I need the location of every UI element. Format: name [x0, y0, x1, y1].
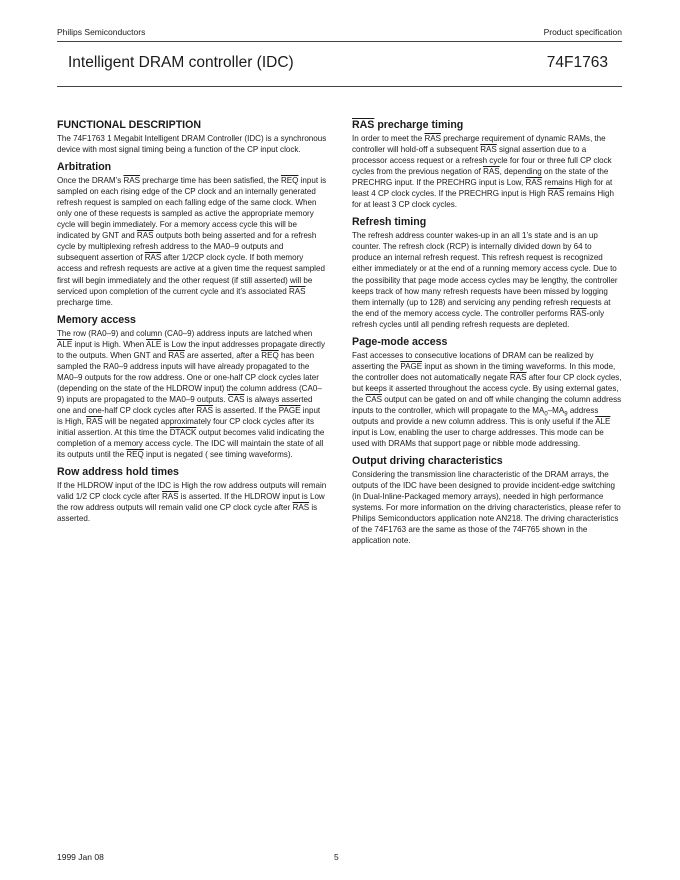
row-hold-body: If the HLDROW input of the IDC is High the row address outputs will remain valid 1/2 CP clock cycle after $\overline{RAS}$ is asserted. If the HLDROW input is Low the row address outputs will remain valid one CP clock cycle after $\overline{RAS}$ is asserted.	[57, 481, 327, 524]
header-company: Philips Semiconductors	[57, 27, 146, 37]
left-column	[57, 118, 327, 524]
part-number: 74F1763	[546, 54, 608, 71]
output-drive-body: Considering the transmission line characteristic of the DRAM arrays, the outputs of the IDC have been designed to provide incident-edge switching (in Dual-Inline-Packaged memory arrays), needed in high performance systems. For more information on the driving characteristics, please refer to Philips Semiconductors application note AN218. The driving characteristics of the 74F1763 are the same as those of the 74F765 shown in the application note.	[352, 470, 621, 546]
refresh-heading: Refresh timing	[352, 216, 427, 229]
page-mode-heading: Page-mode access	[352, 335, 448, 348]
arbitration-heading: Arbitration	[57, 161, 112, 174]
memory-access-heading: Memory access	[57, 313, 136, 326]
header-doc-type: Product specification	[543, 27, 622, 37]
header-rule-bottom	[57, 86, 622, 87]
refresh-body: The refresh address counter wakes-up in an all 1’s state and is an up counter. The refresh clock (RCP) is internally divided down by 64 to produce an internal refresh request. This refresh request is recognized either immediately or at the end of a running memory access cycle. Due to the possibility that page mode access cycles may be lengthy, the controller keeps track of how many refresh requests have been missed by logging them internally (up to 128) and servicing any pending refresh requests at the end of the memory access cycle. The controller performs $\overline{RAS}$-only refresh cycles until all pending refresh requests are depleted.	[352, 231, 618, 329]
arbitration-body: Once the DRAM’s $\overline{RAS}$ precharge time has been satisfied, the $\overline{REQ}$ input is sampled on each rising edge of the CP clock and an internally generated refresh request is sampled on each falling edge of the same clock. When only one of these requests is sampled as active the appropriate memory cycle will begin immediately. For a memory access cycle this will be indicated by GNT and $\overline{RAS}$ outputs both being asserted and for a refresh cycle by multiplexing refresh address to the MA0–9 outputs and subsequent assertion of $\overline{RAS}$ after 1/2CP clock cycle. If both memory access and refresh requests are active at a given time the request sampled first will begin immediately and the other request (if still asserted) will be serviced upon completion of the current cycle and it’s associated $\overline{RAS}$ precharge time.	[57, 176, 327, 307]
footer-date: 1999 Jan 08	[57, 852, 104, 862]
page-title: Intelligent DRAM controller (IDC)	[68, 54, 294, 71]
page-mode-body: Fast accesses to consecutive locations of DRAM can be realized by asserting the PAGE input as shown in the timing waveforms. In this mode, the controller does not automatically negate $\overline{RAS}$ after four CP clock cycles, but keeps it asserted throughout the access cycle. By using external gates, the $\overline{CAS}$ output can be gated on and off while changing the column address inputs to the controller, which will propagate to the $MA_0-MA_9$ address outputs and provide a new column address. This is only useful if the $\overline{ALE}$ input is Low, enabling the user to charge addresses. This mode can be used with DRAMs that support page or nibble mode addressing.	[352, 350, 622, 449]
right-column	[352, 118, 622, 547]
footer-page-number: 5	[334, 852, 339, 862]
header-rule-top	[57, 41, 622, 42]
functional-body: The 74F1763 1 Megabit Intelligent DRAM Controller (IDC) is a synchronous device with most signal timing being a function of the CP input clock.	[57, 134, 327, 155]
row-hold-heading: Row address hold times	[57, 466, 179, 479]
functional-heading: FUNCTIONAL DESCRIPTION	[57, 119, 201, 131]
ras-precharge-heading: RAS precharge timing	[352, 119, 464, 131]
ras-precharge-body: In order to meet the $\overline{RAS}$ precharge requirement of dynamic RAMs, the controller will hold-off a subsequent $\overline{RAS}$ signal assertion due to a processor access request or a refresh cycle for four or three full CP clock cycles from the previous negation of $\overline{RAS}$, depending on the state of the PRECHRG input. If the PRECHRG input is Low, $\overline{RAS}$ remains High for at least 4 CP clock cycles. If the PRECHRG input is High $\overline{RAS}$ remains High for at least 3 CP clock cycles.	[352, 134, 614, 210]
memory-access-body: The row (RA0–9) and column (CA0–9) address inputs are latched when $\overline{ALE}$ input is High. When $\overline{ALE}$ is Low the input addresses propagate directly to the outputs. When GNT and $\overline{RAS}$ are asserted, after a $\overline{REQ}$ has been sampled the RA0–9 address inputs will have already propagated to the MA0–9 outputs for the row address. One or one-half CP clock cycles later (depending on the state of the HLDROW input) the column address (CA0–9) inputs are propagated to the MA0–9 outputs. $\overline{CAS}$ is always asserted one and one-half CP clock cycles after $\overline{RAS}$ is asserted. If the PAGE input is High, $\overline{RAS}$ will be negated approximately four CP clock cycles after its initial assertion. At this time the DTACK output becomes valid indicating the completion of a memory access cycle. The IDC will maintain the state of all its outputs until the $\overline{REQ}$ input is negated ( see timing waveforms).	[57, 328, 325, 460]
output-drive-heading: Output driving characteristics	[352, 455, 503, 468]
